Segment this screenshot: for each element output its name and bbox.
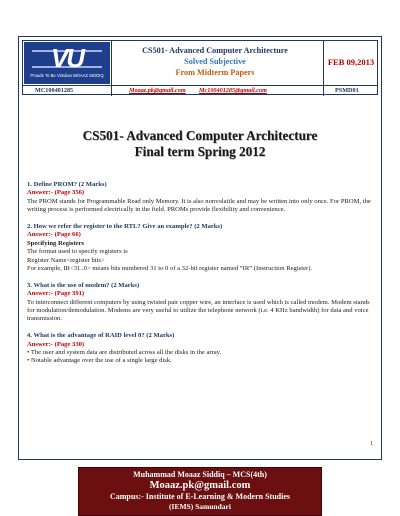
doc-code: PSMD01 [335,87,359,94]
answer-text: To interconnect different computers by using twisted pair copper wire, an interface is used which is called modem. Modem stands for modulation/demodulation. Modems are very useful to utilize the telephone network (i.e. 4 KHz bandwidth) for data and voice transmission. [27,298,370,323]
question-heading: 1. Define PROM? (2 Marks) [27,181,107,188]
answer-ref: Answer:- (Page 391) [27,290,85,298]
title-line-2: Final term Spring 2012 [134,144,266,159]
answer-text: The PROM stands for Programmable Read only Memory. It is also nonvolatile and may be written into only once. For PROM, the writing process is performed electrically in the field. PROMs provide flexibility and convenience. [27,197,371,214]
answer-bullet: • The user and system data are distributed across all the disks in the array. [27,349,222,357]
answer-ref: Answer:- (Page 330) [27,340,85,348]
header-date: FEB 09,2013 [327,57,375,67]
footer-campus-2: (IEMS) Samundari [169,502,231,511]
header-divider [111,86,112,96]
answer-bullet: • Notable advantage over the use of a single large disk. [27,357,172,365]
question-heading: 2. How we refer the register to the RTL? Give an example? (2 Marks) [27,223,223,231]
answer-text: For example, IR<31..0> means bits numbered 31 to 0 of a 32-bit register named “IR” (Instruction Register). [27,265,313,273]
answer-text: Register Name<register bits> [27,256,105,264]
question-block [27,181,377,215]
header-divider [323,86,324,96]
footer-email[interactable]: Moaaz.pk@gmail.com [149,480,251,491]
page-number: 1 [370,440,374,447]
footer-campus: Campus:- Institute of E-Learning & Modern Studies [109,492,290,501]
question-block [27,332,377,366]
header-divider [111,41,112,85]
course-line: CS501- Advanced Computer Architecture [142,46,288,55]
vu-logo [24,42,110,84]
question-block [27,223,377,273]
question-block [27,282,377,324]
title-line-1: CS501- Advanced Computer Architecture [82,128,318,143]
footer-name: Muhammad Moaaz Siddiq – MCS(4th) [133,470,267,479]
answer-ref: Answer:- (Page 66) [27,231,81,239]
header-divider [323,41,324,85]
email-link-1[interactable]: Moaaz.pk@gmail.com [129,87,186,94]
subtitle-line: Solved Subjective [184,57,246,66]
email-link-2[interactable]: Mc100401285@gmail.com [199,87,267,94]
question-heading: 3. What is the use of modem? (2 Marks) [27,281,140,289]
page-title [22,128,378,160]
logo-tagline: Proude To Be Virtulian MOAAZ SIDDIQ [30,73,104,78]
answer-text: The format used to specify registers is [27,248,128,256]
footer-banner [78,467,322,516]
header-info-row [23,85,377,96]
question-heading: 4. What is the advantage of RAID level 0? (2 Marks) [27,332,175,340]
answer-subheading: Specifying Registers [27,239,84,247]
answer-ref: Answer:- (Page 356) [27,189,85,197]
source-line: From Midterm Papers [175,68,255,77]
header-title-block [115,45,315,78]
logo-text: VU [50,43,84,73]
student-id: MC100401285 [35,87,74,94]
header-table [22,40,378,95]
question-list [27,181,377,366]
